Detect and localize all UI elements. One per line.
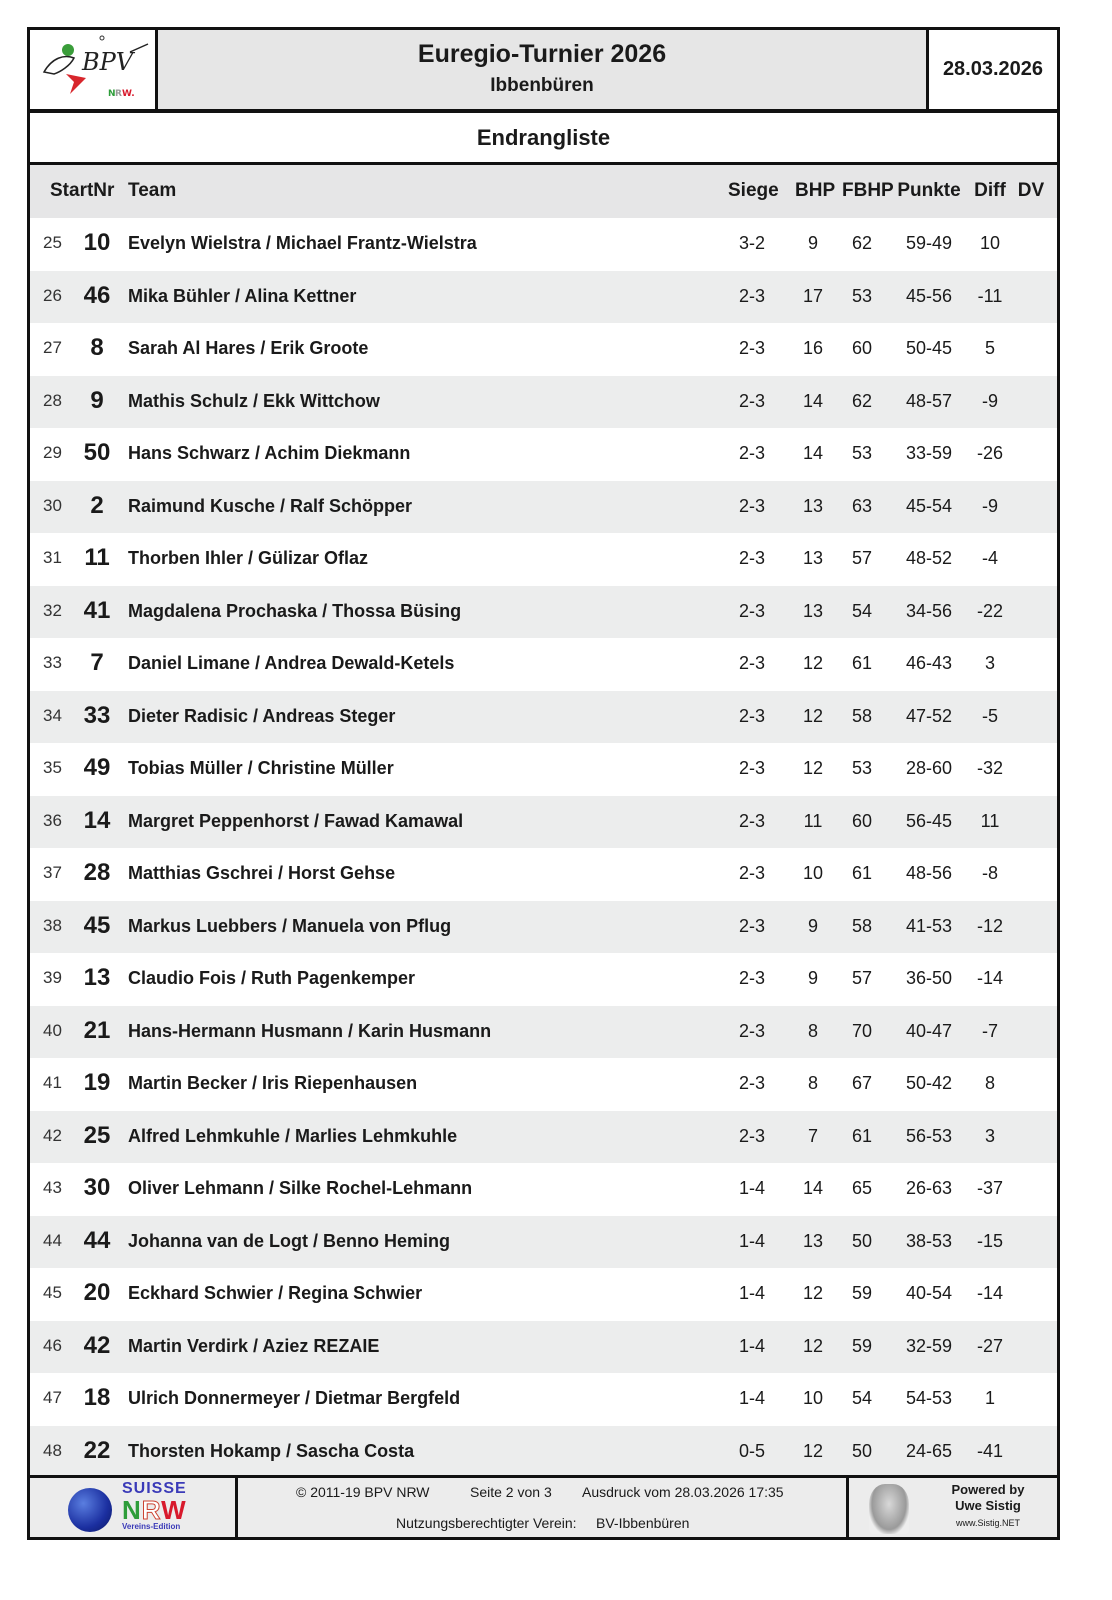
diff-cell: -11: [977, 285, 1003, 306]
bhp-cell: 12: [802, 653, 824, 673]
column-header-row: [30, 165, 1057, 218]
suisse-nrw-logo: [30, 1478, 238, 1537]
startnr-cell: 45: [83, 911, 111, 939]
powered-by-label: Powered by: [951, 1482, 1025, 1497]
col-team: Team: [128, 180, 177, 201]
rank-cell: 39: [43, 968, 62, 987]
fbhp-cell: 61: [851, 863, 873, 883]
punkte-cell: 47-52: [905, 705, 953, 726]
table-row: [30, 743, 1057, 796]
fbhp-cell: 61: [851, 653, 873, 673]
tournament-date: 28.03.2026: [942, 58, 1044, 80]
diff-cell: 1: [984, 1388, 995, 1408]
svg-text:N: N: [108, 89, 116, 99]
punkte-cell: 34-56: [905, 600, 953, 621]
team-cell: Hans Schwarz / Achim Diekmann: [128, 443, 411, 463]
title-box: [158, 30, 929, 109]
team-cell: Oliver Lehmann / Silke Rochel-Lehmann: [128, 1178, 473, 1198]
diff-cell: -41: [976, 1440, 1003, 1461]
bhp-cell: 14: [802, 443, 824, 463]
table-row: [30, 691, 1057, 744]
logo-suisse-text: SUISSE: [122, 1480, 187, 1497]
col-fbhp: FBHP: [842, 180, 894, 201]
fbhp-cell: 61: [851, 1125, 873, 1146]
diff-cell: 10: [979, 233, 1001, 253]
punkte-cell: 56-45: [905, 810, 953, 831]
diff-cell: -9: [981, 390, 998, 411]
team-cell: Evelyn Wielstra / Michael Frantz-Wielstra: [128, 233, 477, 253]
sheet-footer: [30, 1475, 1057, 1537]
team-cell: Raimund Kusche / Ralf Schöpper: [128, 495, 413, 516]
fbhp-cell: 54: [851, 600, 873, 621]
fbhp-cell: 67: [851, 1073, 873, 1093]
startnr-cell: 33: [83, 701, 111, 729]
startnr-cell: 14: [83, 806, 111, 834]
boule-ball-icon: [68, 1488, 112, 1532]
bhp-cell: 14: [802, 390, 824, 411]
col-startnr: StartNr: [50, 180, 115, 201]
diff-cell: 5: [984, 338, 995, 358]
tournament-location: Ibbenbüren: [490, 75, 594, 96]
diff-cell: 3: [984, 1125, 995, 1146]
team-cell: Thorsten Hokamp / Sascha Costa: [128, 1440, 415, 1461]
punkte-cell: 40-47: [905, 1020, 953, 1041]
startnr-cell: 30: [83, 1174, 111, 1201]
table-row: [30, 1373, 1057, 1426]
fbhp-cell: 53: [851, 443, 873, 463]
table-row: [30, 901, 1057, 954]
bhp-cell: 16: [802, 338, 824, 358]
bhp-cell: 12: [802, 1440, 824, 1461]
team-cell: Tobias Müller / Christine Müller: [128, 758, 394, 778]
bhp-cell: 13: [802, 1230, 824, 1251]
punkte-cell: 50-42: [905, 1073, 953, 1093]
punkte-cell: 24-65: [905, 1440, 953, 1461]
rank-cell: 36: [43, 810, 62, 830]
diff-cell: -5: [981, 705, 998, 726]
diff-cell: -22: [976, 600, 1003, 621]
punkte-cell: 36-50: [905, 968, 953, 988]
startnr-cell: 49: [83, 754, 111, 781]
team-cell: Claudio Fois / Ruth Pagenkemper: [128, 968, 416, 988]
footer-info: [238, 1478, 849, 1537]
table-row: [30, 376, 1057, 429]
fbhp-cell: 65: [851, 1178, 873, 1198]
table-row: [30, 848, 1057, 901]
logo-w: W: [161, 1495, 187, 1525]
team-cell: Margret Peppenhorst / Fawad Kamawal: [128, 810, 464, 831]
siege-cell: 2-3: [738, 285, 765, 306]
fbhp-cell: 50: [851, 1230, 873, 1251]
col-siege: Siege: [728, 180, 779, 201]
punkte-cell: 59-49: [905, 233, 953, 253]
bhp-cell: 8: [807, 1073, 818, 1093]
table-row: [30, 323, 1057, 376]
team-cell: Martin Verdirk / Aziez REZAIE: [128, 1335, 380, 1356]
svg-text:R: R: [115, 89, 122, 99]
results-sheet: [27, 27, 1060, 1540]
siege-cell: 2-3: [738, 390, 765, 411]
rank-cell: 42: [43, 1125, 62, 1145]
siege-cell: 2-3: [738, 653, 765, 673]
rank-cell: 47: [43, 1388, 62, 1407]
siege-cell: 1-4: [738, 1230, 765, 1251]
diff-cell: -27: [976, 1335, 1003, 1356]
fbhp-cell: 54: [851, 1388, 873, 1408]
svg-text:BPV: BPV: [82, 48, 134, 76]
siege-cell: 0-5: [738, 1440, 765, 1461]
bhp-cell: 9: [807, 968, 818, 988]
rank-cell: 35: [43, 758, 62, 777]
startnr-cell: 25: [83, 1121, 111, 1149]
siege-cell: 2-3: [738, 810, 765, 831]
bhp-cell: 9: [807, 233, 818, 253]
rank-cell: 41: [43, 1073, 62, 1092]
club-label: Nutzungsberechtigter Verein:: [396, 1515, 577, 1531]
team-cell: Thorben Ihler / Gülizar Oflaz: [128, 548, 369, 568]
table-row: [30, 533, 1057, 586]
rank-cell: 48: [43, 1440, 62, 1460]
print-timestamp: Ausdruck vom 28.03.2026 17:35: [582, 1484, 784, 1500]
fbhp-cell: 53: [851, 285, 873, 306]
author-name: Uwe Sistig: [955, 1498, 1021, 1513]
table-row: [30, 953, 1057, 1006]
siege-cell: 1-4: [738, 1388, 765, 1408]
diff-cell: -7: [981, 1020, 998, 1041]
siege-cell: 1-4: [738, 1178, 765, 1198]
team-cell: Hans-Hermann Husmann / Karin Husmann: [128, 1020, 492, 1041]
punkte-cell: 40-54: [905, 1283, 953, 1303]
svg-text:W.: W.: [122, 89, 135, 99]
startnr-cell: 41: [83, 596, 111, 624]
startnr-cell: 13: [83, 964, 111, 991]
fbhp-cell: 60: [851, 338, 873, 358]
table-row: [30, 1268, 1057, 1321]
team-cell: Sarah Al Hares / Erik Groote: [128, 338, 369, 358]
startnr-cell: 46: [83, 281, 111, 309]
table-row: [30, 1426, 1057, 1479]
team-cell: Johanna van de Logt / Benno Heming: [128, 1230, 451, 1251]
table-row: [30, 428, 1057, 481]
startnr-cell: 9: [90, 386, 104, 414]
punkte-cell: 45-54: [905, 495, 953, 516]
siege-cell: 2-3: [738, 600, 765, 621]
col-diff: Diff: [974, 180, 1006, 201]
fbhp-cell: 57: [851, 548, 873, 568]
rank-cell: 28: [43, 390, 62, 410]
powered-by-box: [849, 1478, 1057, 1537]
rank-cell: 26: [43, 285, 62, 305]
club-name: BV-Ibbenbüren: [596, 1515, 690, 1531]
diff-cell: 11: [980, 810, 1000, 831]
col-dv: DV: [1017, 180, 1045, 201]
tournament-title: Euregio-Turnier 2026: [417, 40, 667, 68]
siege-cell: 2-3: [738, 1020, 765, 1041]
fbhp-cell: 58: [851, 705, 873, 726]
rank-cell: 29: [43, 443, 62, 462]
punkte-cell: 26-63: [905, 1178, 953, 1198]
punkte-cell: 56-53: [905, 1125, 953, 1146]
siege-cell: 1-4: [738, 1283, 765, 1303]
fbhp-cell: 62: [851, 390, 873, 411]
diff-cell: -15: [976, 1230, 1003, 1251]
punkte-cell: 45-56: [905, 285, 953, 306]
fbhp-cell: 59: [851, 1283, 873, 1303]
siege-cell: 2-3: [738, 338, 765, 358]
startnr-cell: 50: [83, 439, 111, 466]
logo-n: N: [122, 1495, 142, 1525]
startnr-cell: 18: [83, 1384, 111, 1411]
diff-cell: -4: [981, 548, 998, 568]
table-row: [30, 1006, 1057, 1059]
fbhp-cell: 70: [851, 1020, 873, 1041]
bhp-cell: 13: [802, 600, 824, 621]
siege-cell: 2-3: [738, 758, 765, 778]
team-cell: Martin Becker / Iris Riepenhausen: [128, 1073, 418, 1093]
bhp-cell: 17: [802, 285, 824, 306]
punkte-cell: 48-52: [905, 548, 953, 568]
bhp-cell: 13: [802, 548, 824, 568]
bhp-cell: 8: [807, 1020, 818, 1041]
team-cell: Mika Bühler / Alina Kettner: [128, 285, 357, 306]
startnr-cell: 42: [83, 1331, 111, 1359]
punkte-cell: 48-56: [905, 863, 953, 883]
table-row: [30, 796, 1057, 849]
table-row: [30, 586, 1057, 639]
table-row: [30, 218, 1057, 271]
bhp-cell: 10: [802, 863, 824, 883]
diff-cell: 8: [984, 1073, 995, 1093]
col-bhp: BHP: [795, 180, 836, 201]
diff-cell: -12: [976, 915, 1003, 936]
table-row: [30, 638, 1057, 691]
punkte-cell: 48-57: [905, 390, 953, 411]
sheet-header: [30, 30, 1057, 113]
bhp-cell: 14: [802, 1178, 824, 1198]
punkte-cell: 50-45: [905, 338, 953, 358]
siege-cell: 2-3: [738, 915, 765, 936]
siege-cell: 2-3: [738, 705, 765, 726]
page-indicator: Seite 2 von 3: [470, 1484, 552, 1500]
rank-cell: 33: [43, 653, 62, 672]
bhp-cell: 13: [802, 495, 824, 516]
fbhp-cell: 50: [851, 1440, 873, 1461]
table-row: [30, 1058, 1057, 1111]
punkte-cell: 28-60: [905, 758, 953, 778]
logo-edition-text: Vereins-Edition: [122, 1522, 181, 1531]
startnr-cell: 19: [83, 1069, 111, 1096]
startnr-cell: 22: [83, 1436, 111, 1464]
startnr-cell: 11: [84, 544, 110, 571]
author-website: www.Sistig.NET: [955, 1518, 1020, 1528]
diff-cell: -8: [981, 863, 998, 883]
bhp-cell: 12: [802, 705, 824, 726]
bpv-logo: [30, 30, 158, 109]
table-row: [30, 1216, 1057, 1269]
punkte-cell: 32-59: [905, 1335, 953, 1356]
bhp-cell: 7: [807, 1125, 818, 1146]
team-cell: Dieter Radisic / Andreas Steger: [128, 705, 396, 726]
team-cell: Eckhard Schwier / Regina Schwier: [128, 1283, 423, 1303]
siege-cell: 2-3: [738, 495, 765, 516]
team-cell: Magdalena Prochaska / Thossa Büsing: [128, 600, 462, 621]
siege-cell: 2-3: [738, 548, 765, 568]
startnr-cell: 10: [83, 229, 111, 256]
table-row: [30, 1321, 1057, 1374]
col-punkte: Punkte: [897, 180, 961, 201]
rank-cell: 40: [43, 1020, 62, 1040]
rank-cell: 44: [43, 1230, 62, 1250]
diff-cell: -14: [976, 968, 1003, 988]
rank-cell: 27: [43, 338, 62, 357]
punkte-cell: 33-59: [905, 443, 953, 463]
rank-cell: 25: [43, 233, 62, 252]
siege-cell: 2-3: [738, 968, 765, 988]
bhp-cell: 10: [802, 1388, 824, 1408]
fbhp-cell: 63: [851, 495, 873, 516]
bhp-cell: 12: [802, 1335, 824, 1356]
section-title: Endrangliste: [30, 113, 1057, 165]
punkte-cell: 46-43: [905, 653, 953, 673]
table-row: [30, 271, 1057, 324]
siege-cell: 2-3: [738, 863, 765, 883]
fbhp-cell: 57: [851, 968, 873, 988]
team-cell: Daniel Limane / Andrea Dewald-Ketels: [128, 653, 455, 673]
bhp-cell: 11: [803, 810, 823, 831]
ranking-table: [30, 218, 1057, 1478]
startnr-cell: 44: [83, 1226, 111, 1254]
rank-cell: 45: [43, 1283, 62, 1302]
siege-cell: 1-4: [738, 1335, 765, 1356]
punkte-cell: 54-53: [905, 1388, 953, 1408]
rank-cell: 30: [43, 495, 62, 515]
table-row: [30, 481, 1057, 534]
diff-cell: -14: [976, 1283, 1003, 1303]
powered-by: [933, 1482, 1043, 1514]
team-cell: Alfred Lehmkuhle / Marlies Lehmkuhle: [128, 1125, 458, 1146]
startnr-cell: 7: [90, 649, 104, 676]
rank-cell: 43: [43, 1178, 62, 1197]
diff-cell: -32: [976, 758, 1003, 778]
startnr-cell: 20: [83, 1279, 111, 1306]
bhp-cell: 12: [802, 1283, 824, 1303]
siege-cell: 2-3: [738, 1125, 765, 1146]
author-photo: [869, 1484, 909, 1534]
team-cell: Markus Luebbers / Manuela von Pflug: [128, 915, 452, 936]
bpv-logo-icon: [30, 30, 152, 106]
bhp-cell: 12: [802, 758, 824, 778]
diff-cell: -9: [981, 495, 998, 516]
punkte-cell: 41-53: [905, 915, 953, 936]
fbhp-cell: 62: [851, 233, 873, 253]
siege-cell: 2-3: [738, 443, 765, 463]
table-row: [30, 1163, 1057, 1216]
rank-cell: 37: [43, 863, 62, 882]
startnr-cell: 8: [90, 334, 104, 361]
punkte-cell: 38-53: [905, 1230, 953, 1251]
diff-cell: -37: [976, 1178, 1003, 1198]
rank-cell: 38: [43, 915, 62, 935]
startnr-cell: 28: [83, 859, 111, 886]
logo-r: R: [141, 1495, 162, 1525]
rank-cell: 34: [43, 705, 62, 725]
fbhp-cell: 53: [851, 758, 873, 778]
siege-cell: 3-2: [738, 233, 765, 253]
copyright: © 2011-19 BPV NRW: [296, 1484, 430, 1500]
diff-cell: -26: [976, 443, 1003, 463]
rank-cell: 31: [43, 548, 62, 567]
team-cell: Ulrich Donnermeyer / Dietmar Bergfeld: [128, 1388, 461, 1408]
fbhp-cell: 58: [851, 915, 873, 936]
fbhp-cell: 59: [851, 1335, 873, 1356]
diff-cell: 3: [984, 653, 995, 673]
fbhp-cell: 60: [851, 810, 873, 831]
team-cell: Mathis Schulz / Ekk Wittchow: [128, 390, 380, 411]
rank-cell: 32: [43, 600, 62, 620]
startnr-cell: 2: [90, 491, 104, 519]
table-row: [30, 1111, 1057, 1164]
team-cell: Matthias Gschrei / Horst Gehse: [128, 863, 396, 883]
bhp-cell: 9: [807, 915, 818, 936]
startnr-cell: 21: [83, 1016, 111, 1044]
siege-cell: 2-3: [738, 1073, 765, 1093]
rank-cell: 46: [43, 1335, 62, 1355]
